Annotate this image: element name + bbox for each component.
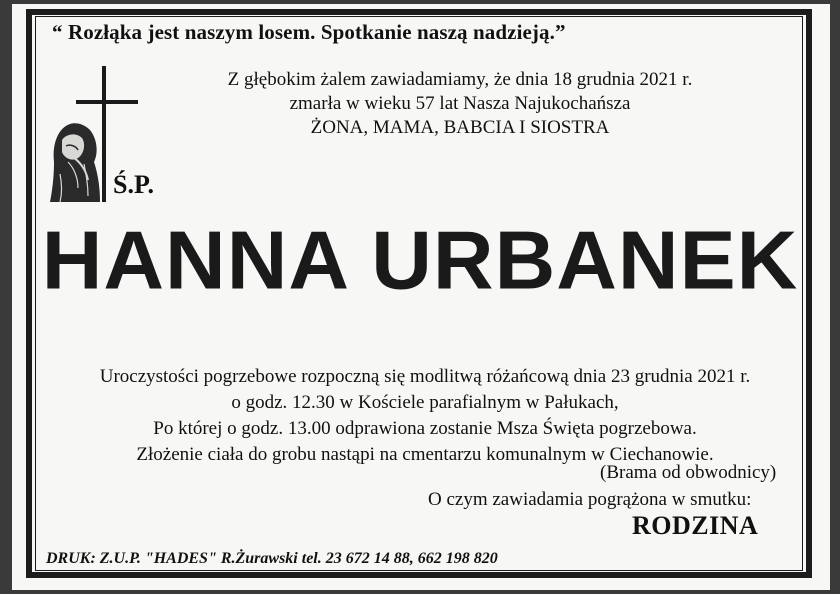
motto: “ Rozłąka jest naszym losem. Spotkanie naszą nadzieją.” (52, 20, 566, 44)
gate-note: (Brama od obwodnicy) (600, 462, 777, 483)
intro-line: Z głębokim żalem zawiadamiamy, że dnia 18 grudnia 2021 r. (227, 69, 693, 90)
name-prefix: Ś.P. (113, 170, 154, 199)
ceremony-line: Uroczystości pogrzebowe rozpoczną się modlitwą różańcową dnia 23 grudnia 2021 r. (99, 366, 751, 387)
announcement-intro (160, 68, 760, 140)
printer-footer: DRUK: Z.U.P. "HADES" R.Żurawski tel. 23 672 14 88, 662 198 820 (46, 550, 498, 567)
intro-line: zmarła w wieku 57 lat Nasza Najukochańsza (289, 93, 631, 114)
signature: RODZINA (632, 511, 759, 540)
deceased-name: HANNA URBANEK (41, 213, 799, 307)
ceremony-line: o godz. 12.30 w Kościele parafialnym w Pałukach, (231, 392, 619, 413)
ceremony-details (40, 364, 810, 468)
closing-line: O czym zawiadamia pogrążona w smutku: (428, 489, 752, 510)
ceremony-line: Po której o godz. 13.00 odprawiona zostanie Msza Święta pogrzebowa. (153, 418, 697, 439)
ceremony-line: Złożenie ciała do grobu nastąpi na cmentarzu komunalnym w Ciechanowie. (136, 444, 714, 465)
intro-line: ŻONA, MAMA, BABCIA I SIOSTRA (310, 117, 610, 138)
